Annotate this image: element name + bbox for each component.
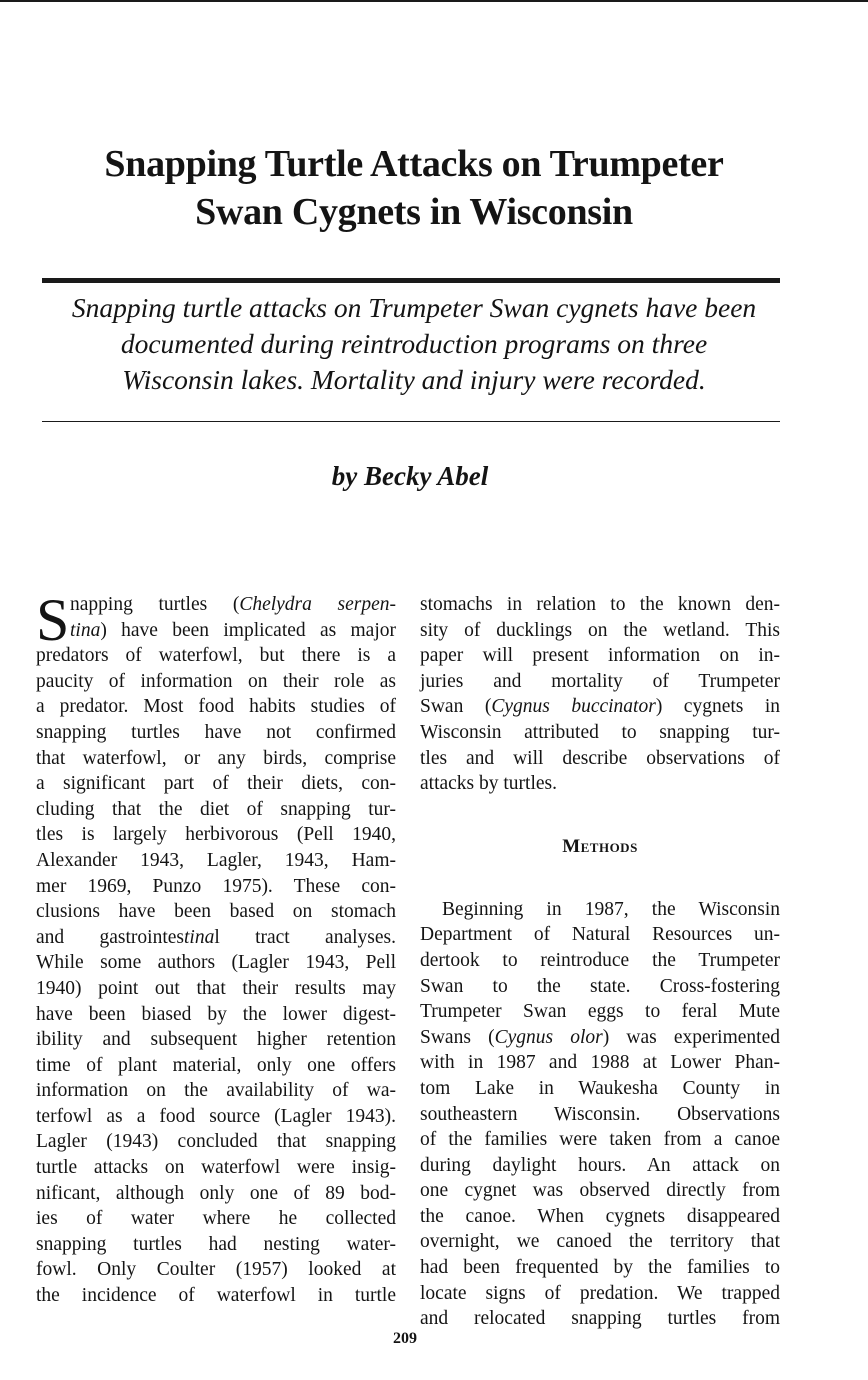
body-line: S napping turtles (Chelydra serpen- bbox=[36, 587, 396, 653]
body-line: and gastrointestinal tract analyses. bbox=[36, 926, 396, 948]
body-line: Lagler (1943) concluded that snapping bbox=[36, 1131, 396, 1153]
body-line: a significant part of their diets, con- bbox=[36, 773, 396, 795]
body-line: While some authors (Lagler 1943, Pell bbox=[36, 952, 396, 974]
body-line: tles and will describe observations of bbox=[420, 747, 780, 769]
body-line: 1940) point out that their results may bbox=[36, 977, 396, 999]
body-line: and relocated snapping turtles from bbox=[420, 1308, 780, 1330]
body-line: of the families were taken from a canoe bbox=[420, 1129, 780, 1151]
title-line-2: Swan Cygnets in Wisconsin bbox=[195, 191, 633, 233]
body-line: sity of ducklings on the wetland. This bbox=[420, 619, 780, 641]
left-column bbox=[36, 587, 396, 1309]
body-line: with in 1987 and 1988 at Lower Phan- bbox=[420, 1052, 780, 1074]
body-line: mer 1969, Punzo 1975). These con- bbox=[36, 875, 396, 897]
body-line: information on the availability of wa- bbox=[36, 1080, 396, 1102]
body-line: snapping turtles had nesting water- bbox=[36, 1233, 396, 1255]
body-line: overnight, we canoed the territory that bbox=[420, 1231, 780, 1253]
body-line: Wisconsin attributed to snapping tur- bbox=[420, 721, 780, 743]
byline: by Becky Abel bbox=[331, 461, 489, 491]
body-line: fowl. Only Coulter (1957) looked at bbox=[36, 1259, 396, 1281]
body-line: Swan (Cygnus buccinator) cygnets in bbox=[420, 696, 781, 718]
body-line: the incidence of waterfowl in turtle bbox=[36, 1285, 396, 1307]
article-title bbox=[40, 140, 788, 236]
body-line: clusions have been based on stomach bbox=[36, 901, 396, 923]
thick-divider bbox=[42, 278, 780, 283]
body-line: Swans (Cygnus olor) was experimented bbox=[420, 1026, 780, 1048]
body-line: attacks by turtles. bbox=[420, 773, 558, 795]
body-line: predators of waterfowl, but there is a bbox=[36, 645, 396, 667]
body-line: juries and mortality of Trumpeter bbox=[420, 670, 780, 692]
top-edge-rule bbox=[0, 0, 868, 2]
body-line: tles is largely herbivorous (Pell 1940, bbox=[36, 824, 396, 846]
deck-line-2: documented during reintroduction programs on three bbox=[120, 328, 708, 359]
title-line-1: Snapping Turtle Attacks on Trumpeter bbox=[104, 143, 724, 185]
body-line: nificant, although only one of 89 bod- bbox=[36, 1182, 396, 1204]
body-line: had been frequented by the families to bbox=[420, 1257, 780, 1279]
section-heading-methods: Methods bbox=[562, 835, 638, 857]
body-line: locate signs of predation. We trapped bbox=[420, 1282, 780, 1304]
body-line: terfowl as a food source (Lagler 1943). bbox=[36, 1105, 396, 1127]
body-line: have been biased by the lower digest- bbox=[36, 1003, 396, 1025]
body-line: Alexander 1943, Lagler, 1943, Ham- bbox=[36, 849, 396, 871]
body-line: Swan to the state. Cross-fostering bbox=[420, 975, 780, 997]
body-line: stomachs in relation to the known den- bbox=[420, 594, 780, 615]
body-line: that waterfowl, or any birds, comprise bbox=[36, 747, 396, 769]
body-line: Trumpeter Swan eggs to feral Mute bbox=[420, 1001, 780, 1023]
thin-divider bbox=[42, 421, 780, 422]
article-deck bbox=[30, 290, 798, 398]
deck-line-1: Snapping turtle attacks on Trumpeter Swan cygnets have been bbox=[71, 292, 757, 323]
body-line: tom Lake in Waukesha County in bbox=[420, 1077, 780, 1099]
body-line: during daylight hours. An attack on bbox=[420, 1154, 780, 1176]
body-line: paucity of information on their role as bbox=[36, 670, 396, 692]
body-line: a predator. Most food habits studies of bbox=[36, 696, 396, 718]
body-line: Department of Natural Resources un- bbox=[420, 924, 780, 946]
body-line: paper will present information on in- bbox=[420, 645, 780, 667]
body-line: the canoe. When cygnets disappeared bbox=[420, 1205, 780, 1227]
body-line: tina) have been implicated as major bbox=[70, 619, 396, 641]
page-number: 209 bbox=[393, 1330, 417, 1347]
body-line: southeastern Wisconsin. Observations bbox=[420, 1103, 780, 1125]
body-line: ibility and subsequent higher retention bbox=[36, 1029, 396, 1051]
body-line: snapping turtles have not confirmed bbox=[36, 721, 396, 743]
body-line: Beginning in 1987, the Wisconsin bbox=[442, 898, 780, 920]
body-line: turtle attacks on waterfowl were insig- bbox=[36, 1157, 396, 1179]
deck-line-3: Wisconsin lakes. Mortality and injury were recorded. bbox=[122, 364, 706, 395]
body-line: one cygnet was observed directly from bbox=[420, 1180, 780, 1202]
body-line: cluding that the diet of snapping tur- bbox=[36, 798, 396, 820]
body-line: time of plant material, only one offers bbox=[36, 1054, 396, 1076]
body-line: dertook to reintroduce the Trumpeter bbox=[420, 949, 780, 971]
body-line: ies of water where he collected bbox=[36, 1208, 396, 1230]
right-column bbox=[420, 592, 780, 1332]
drop-cap: S bbox=[36, 587, 70, 653]
